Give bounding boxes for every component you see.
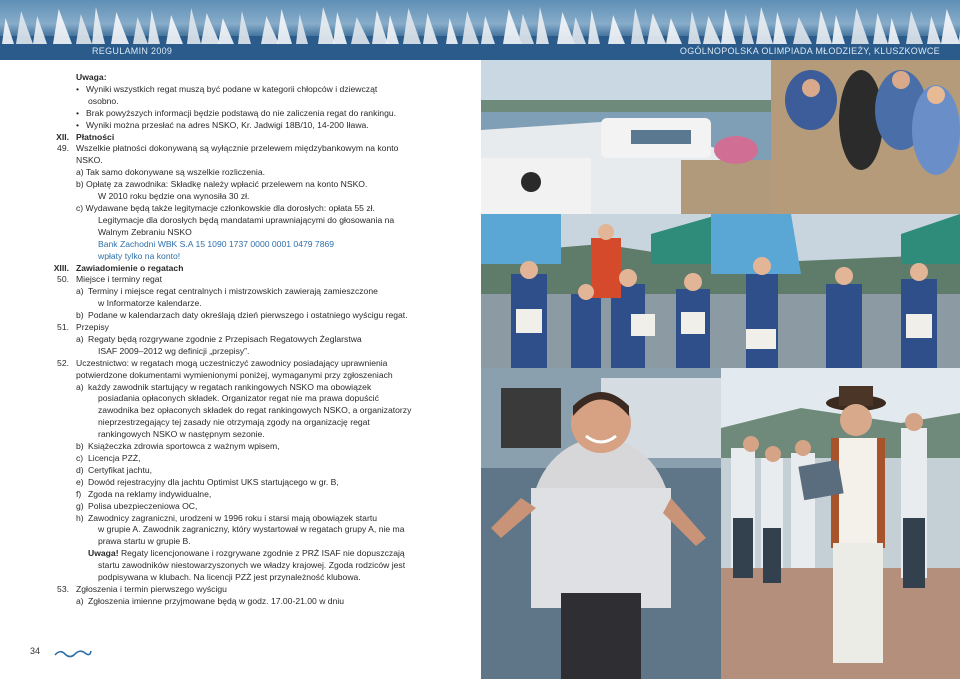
sail-shape xyxy=(927,16,941,44)
paragraph-52-f xyxy=(52,489,432,501)
sail-shape xyxy=(851,8,869,44)
sail-shape xyxy=(166,15,183,44)
item-text: Dowód rejestracyjny dla jachtu Optimist UKS startującego w gr. B, xyxy=(88,476,339,487)
sail-shape xyxy=(277,9,292,44)
sail-shape xyxy=(16,11,33,44)
paragraph-52-g xyxy=(52,501,432,513)
item-letter: c) xyxy=(76,453,84,463)
sail-shape xyxy=(318,7,335,44)
paragraph-number: 53. xyxy=(57,583,69,594)
sail-shape xyxy=(76,14,92,44)
uwaga-bullet: • Wyniki wszystkich regat muszą być podane w kategorii chłopców i dziewcząt xyxy=(52,84,432,96)
section-xii-heading xyxy=(52,132,432,144)
sail-shape xyxy=(53,9,72,44)
item-letter: a) xyxy=(76,333,84,344)
paragraph-49 xyxy=(52,143,432,155)
uwaga-note-continued: podpisywana w klubach. Na licencji PZŻ jest przynależność klubowa. xyxy=(98,572,361,583)
paragraph-53 xyxy=(52,584,432,596)
sail-shape xyxy=(187,8,201,44)
paragraph-number: 50. xyxy=(57,274,69,285)
header-title-left: REGULAMIN 2009 xyxy=(92,46,173,56)
paragraph-text: Wszelkie płatności dokonywaną są wyłącznie przelewem międzybankowym na konto xyxy=(76,143,399,154)
sail-shape xyxy=(756,7,773,44)
bank-account: Bank Zachodni WBK S.A 15 1090 1737 0000 0001 0479 7869 xyxy=(98,238,335,249)
paragraph-52-c xyxy=(52,453,432,465)
item-text: Podane w kalendarzach daty określają dzień pierwszego i ostatniego wyścigu regat. xyxy=(88,310,408,321)
sail-shape xyxy=(446,18,458,44)
paragraph-49-c-continued: Legitymacje dla dorosłych będą mandatami uprawniającymi do głosowania na xyxy=(98,214,395,225)
sail-shape xyxy=(148,10,160,44)
item-text: Licencja PZŻ, xyxy=(88,453,141,463)
paragraph-52-continued: potwierdzone dokumentami wymienionymi poniżej, wymaganymi przy zgłoszeniach xyxy=(76,369,393,380)
sail-shape xyxy=(816,10,832,44)
item-text: Terminy i miejsce regat centralnych i mistrzowskich zawierają zamieszczone xyxy=(88,286,378,297)
sail-shape xyxy=(33,16,47,44)
sail-shape xyxy=(721,9,736,44)
item-letter: a) xyxy=(76,595,84,606)
item-text: Certyfikat jachtu, xyxy=(88,464,152,475)
photo-medal-ceremony-image xyxy=(481,214,960,368)
sail-shape xyxy=(403,8,421,44)
uwaga-note-continued: startu zawodników niestowarzyszonych we władzy krajowej. Zgoda rodziców jest xyxy=(98,560,406,571)
item-letter: a) xyxy=(76,381,84,392)
photo-highlander-speaker-image xyxy=(721,368,960,679)
paragraph-49-a: a) Tak samo dokonywane są wszelkie rozliczenia. xyxy=(76,167,265,178)
item-letter: b) xyxy=(76,441,84,452)
item-text: Zgłoszenia imienne przyjmowane będą w godz. 17.00-21.00 w dniu xyxy=(88,595,345,606)
sail-shape xyxy=(423,13,438,44)
header-banner xyxy=(0,0,960,60)
sail-shape xyxy=(218,18,234,44)
regulations-text xyxy=(52,72,432,608)
paragraph-52-b xyxy=(52,441,432,453)
paragraph-number: 51. xyxy=(57,322,69,333)
paragraph-50-b xyxy=(52,310,432,322)
sail-shape xyxy=(703,16,721,44)
sail-shape xyxy=(261,16,279,44)
sail-shape xyxy=(111,12,129,44)
section-number: XIII. xyxy=(53,262,69,273)
uwaga-note-text: Regaty licencjonowane i rozgrywane zgodnie z PRŻ ISAF nie dopuszczają xyxy=(118,548,405,559)
paragraph-number: 49. xyxy=(57,143,69,154)
item-letter: e) xyxy=(76,476,84,487)
sail-shape xyxy=(386,15,399,44)
sail-shape xyxy=(906,11,923,44)
photo-wet-sailor-image xyxy=(481,368,721,679)
sail-shape xyxy=(688,11,701,44)
item-text: każdy zawodnik startujący w regatach rankingowych NSKO ma obowiązek xyxy=(88,381,372,392)
page-number: 34 xyxy=(30,646,41,656)
sail-shape xyxy=(888,18,900,44)
paragraph-number: 52. xyxy=(57,357,69,368)
section-title: Zawiadomienie o regatach xyxy=(76,262,184,273)
photo-kids-on-pier-image xyxy=(481,60,960,214)
sail-shape xyxy=(793,17,812,44)
item-letter: a) xyxy=(76,286,84,297)
paragraph-50-a-continued: w Informatorze kalendarze. xyxy=(98,298,202,309)
paragraph-50-a xyxy=(52,286,432,298)
sail-shape xyxy=(333,12,347,44)
photo-medal-ceremony xyxy=(481,214,960,368)
paragraph-52-a xyxy=(52,382,432,394)
item-text: Polisa ubezpieczeniowa OC, xyxy=(88,500,198,511)
paragraph-49-b: b) Opłatę za zawodnika: Składkę należy wpłacić przelewem na konto NSKO. xyxy=(76,179,368,190)
item-letter: d) xyxy=(76,464,84,475)
sail-shape xyxy=(133,17,148,44)
sail-shape xyxy=(462,11,479,44)
sail-shape xyxy=(372,10,388,44)
uwaga-label: Uwaga! xyxy=(88,548,119,559)
sail-shape xyxy=(608,15,625,44)
uwaga-bullet-continued: osobno. xyxy=(88,95,119,106)
item-text: Regaty będą rozgrywane zgodnie z Przepisach Regatowych Żeglarstwa xyxy=(88,333,362,344)
sail-shape xyxy=(92,7,105,44)
sail-shape xyxy=(351,17,370,44)
sail-shape xyxy=(296,14,308,44)
uwaga-bullet: • Brak powyższych informacji będzie podstawą do nie zaliczenia regat do rankingu. xyxy=(52,108,432,120)
uwaga-note xyxy=(52,548,432,560)
uwaga-bullet: • Wyniki można przesłać na adres NSKO, Kr. Jadwigi 18B/10, 14-200 Iława. xyxy=(52,120,432,132)
sail-shape xyxy=(571,17,586,44)
paragraph-49-b-continued: W 2010 roku będzie ona wynosiła 30 zł. xyxy=(98,191,250,202)
paragraph-49-continued: NSKO. xyxy=(76,155,103,166)
photo-highlander-speaker xyxy=(721,368,960,679)
bank-note: wpłaty tylko na konto! xyxy=(98,250,181,261)
photo-kids-on-pier xyxy=(481,60,960,214)
photo-wet-sailor xyxy=(481,368,721,679)
sail-shape xyxy=(536,7,549,44)
sail-shape xyxy=(773,12,787,44)
sail-shape xyxy=(742,14,754,44)
sail-shape xyxy=(941,9,960,44)
item-text: Zawodnicy zagraniczni, urodzeni w 1996 roku i starsi mają obowiązek startu xyxy=(88,512,377,523)
paragraph-52-a-continued: zawodnika bez opłaconych składek do regat rankingowych NSKO, a organizatorzy xyxy=(98,405,412,416)
item-letter: f) xyxy=(76,488,82,499)
paragraph-text: Uczestnictwo: w regatach mogą uczestniczyć zawodnicy posiadający uprawnienia xyxy=(76,357,388,368)
paragraph-52 xyxy=(52,358,432,370)
sail-shape xyxy=(631,8,645,44)
sail-shape xyxy=(2,18,14,44)
item-letter: h) xyxy=(76,512,84,523)
paragraph-text: Miejsce i terminy regat xyxy=(76,274,162,285)
section-xiii-heading xyxy=(52,263,432,275)
item-text: Zgoda na reklamy indywidualne, xyxy=(88,488,212,499)
paragraph-53-a xyxy=(52,596,432,608)
item-letter: g) xyxy=(76,500,84,511)
header-title-right: OGÓLNOPOLSKA OLIMPIADA MŁODZIEŻY, KLUSZKOWCE xyxy=(679,46,940,56)
sail-shape xyxy=(588,10,600,44)
sail-shape xyxy=(666,18,682,44)
paragraph-text: Przepisy xyxy=(76,322,109,333)
paragraph-51-a xyxy=(52,334,432,346)
sail-shape xyxy=(832,15,845,44)
paragraph-text: Zgłoszenia i termin pierwszego wyścigu xyxy=(76,583,227,594)
paragraph-51 xyxy=(52,322,432,334)
sail-shape xyxy=(481,16,495,44)
sail-shape xyxy=(518,14,534,44)
paragraph-52-a-continued: rankingowych NSKO w następnym sezonie. xyxy=(98,429,265,440)
paragraph-52-e xyxy=(52,477,432,489)
sail-shape xyxy=(873,13,888,44)
paragraph-52-d xyxy=(52,465,432,477)
sail-shape xyxy=(201,13,220,44)
paragraph-52-a-continued: posiadania opłaconych składek. Organizator regat nie ma prawa dopuścić xyxy=(98,393,379,404)
paragraph-51-a-continued: ISAF 2009–2012 wg definicji „przepisy”. xyxy=(98,345,250,356)
item-text: Książeczka zdrowia sportowca z ważnym wpisem, xyxy=(88,441,280,452)
section-number: XII. xyxy=(56,131,69,142)
wave-logo-icon xyxy=(54,648,92,658)
item-letter: b) xyxy=(76,310,84,321)
section-title: Płatności xyxy=(76,131,115,142)
paragraph-52-h-continued: w grupie A. Zawodnik zagraniczny, który wystartował w regatach grupy A, nie ma xyxy=(98,524,405,535)
paragraph-52-h xyxy=(52,513,432,525)
sail-shape xyxy=(238,11,251,44)
paragraph-50 xyxy=(52,274,432,286)
sail-shape xyxy=(647,13,666,44)
paragraph-52-h-continued: prawa startu w grupie B. xyxy=(98,536,191,547)
paragraph-52-a-continued: nieprzestrzegający tej zasady nie otrzymają zgody na organizację regat xyxy=(98,417,370,428)
paragraph-49-c-continued: Walnym Zebraniu NSKO xyxy=(98,226,192,237)
paragraph-49-c: c) Wydawane będą także legitymacje członkowskie dla dorosłych: opłata 55 zł. xyxy=(76,202,375,213)
uwaga-heading: Uwaga: xyxy=(76,72,107,82)
